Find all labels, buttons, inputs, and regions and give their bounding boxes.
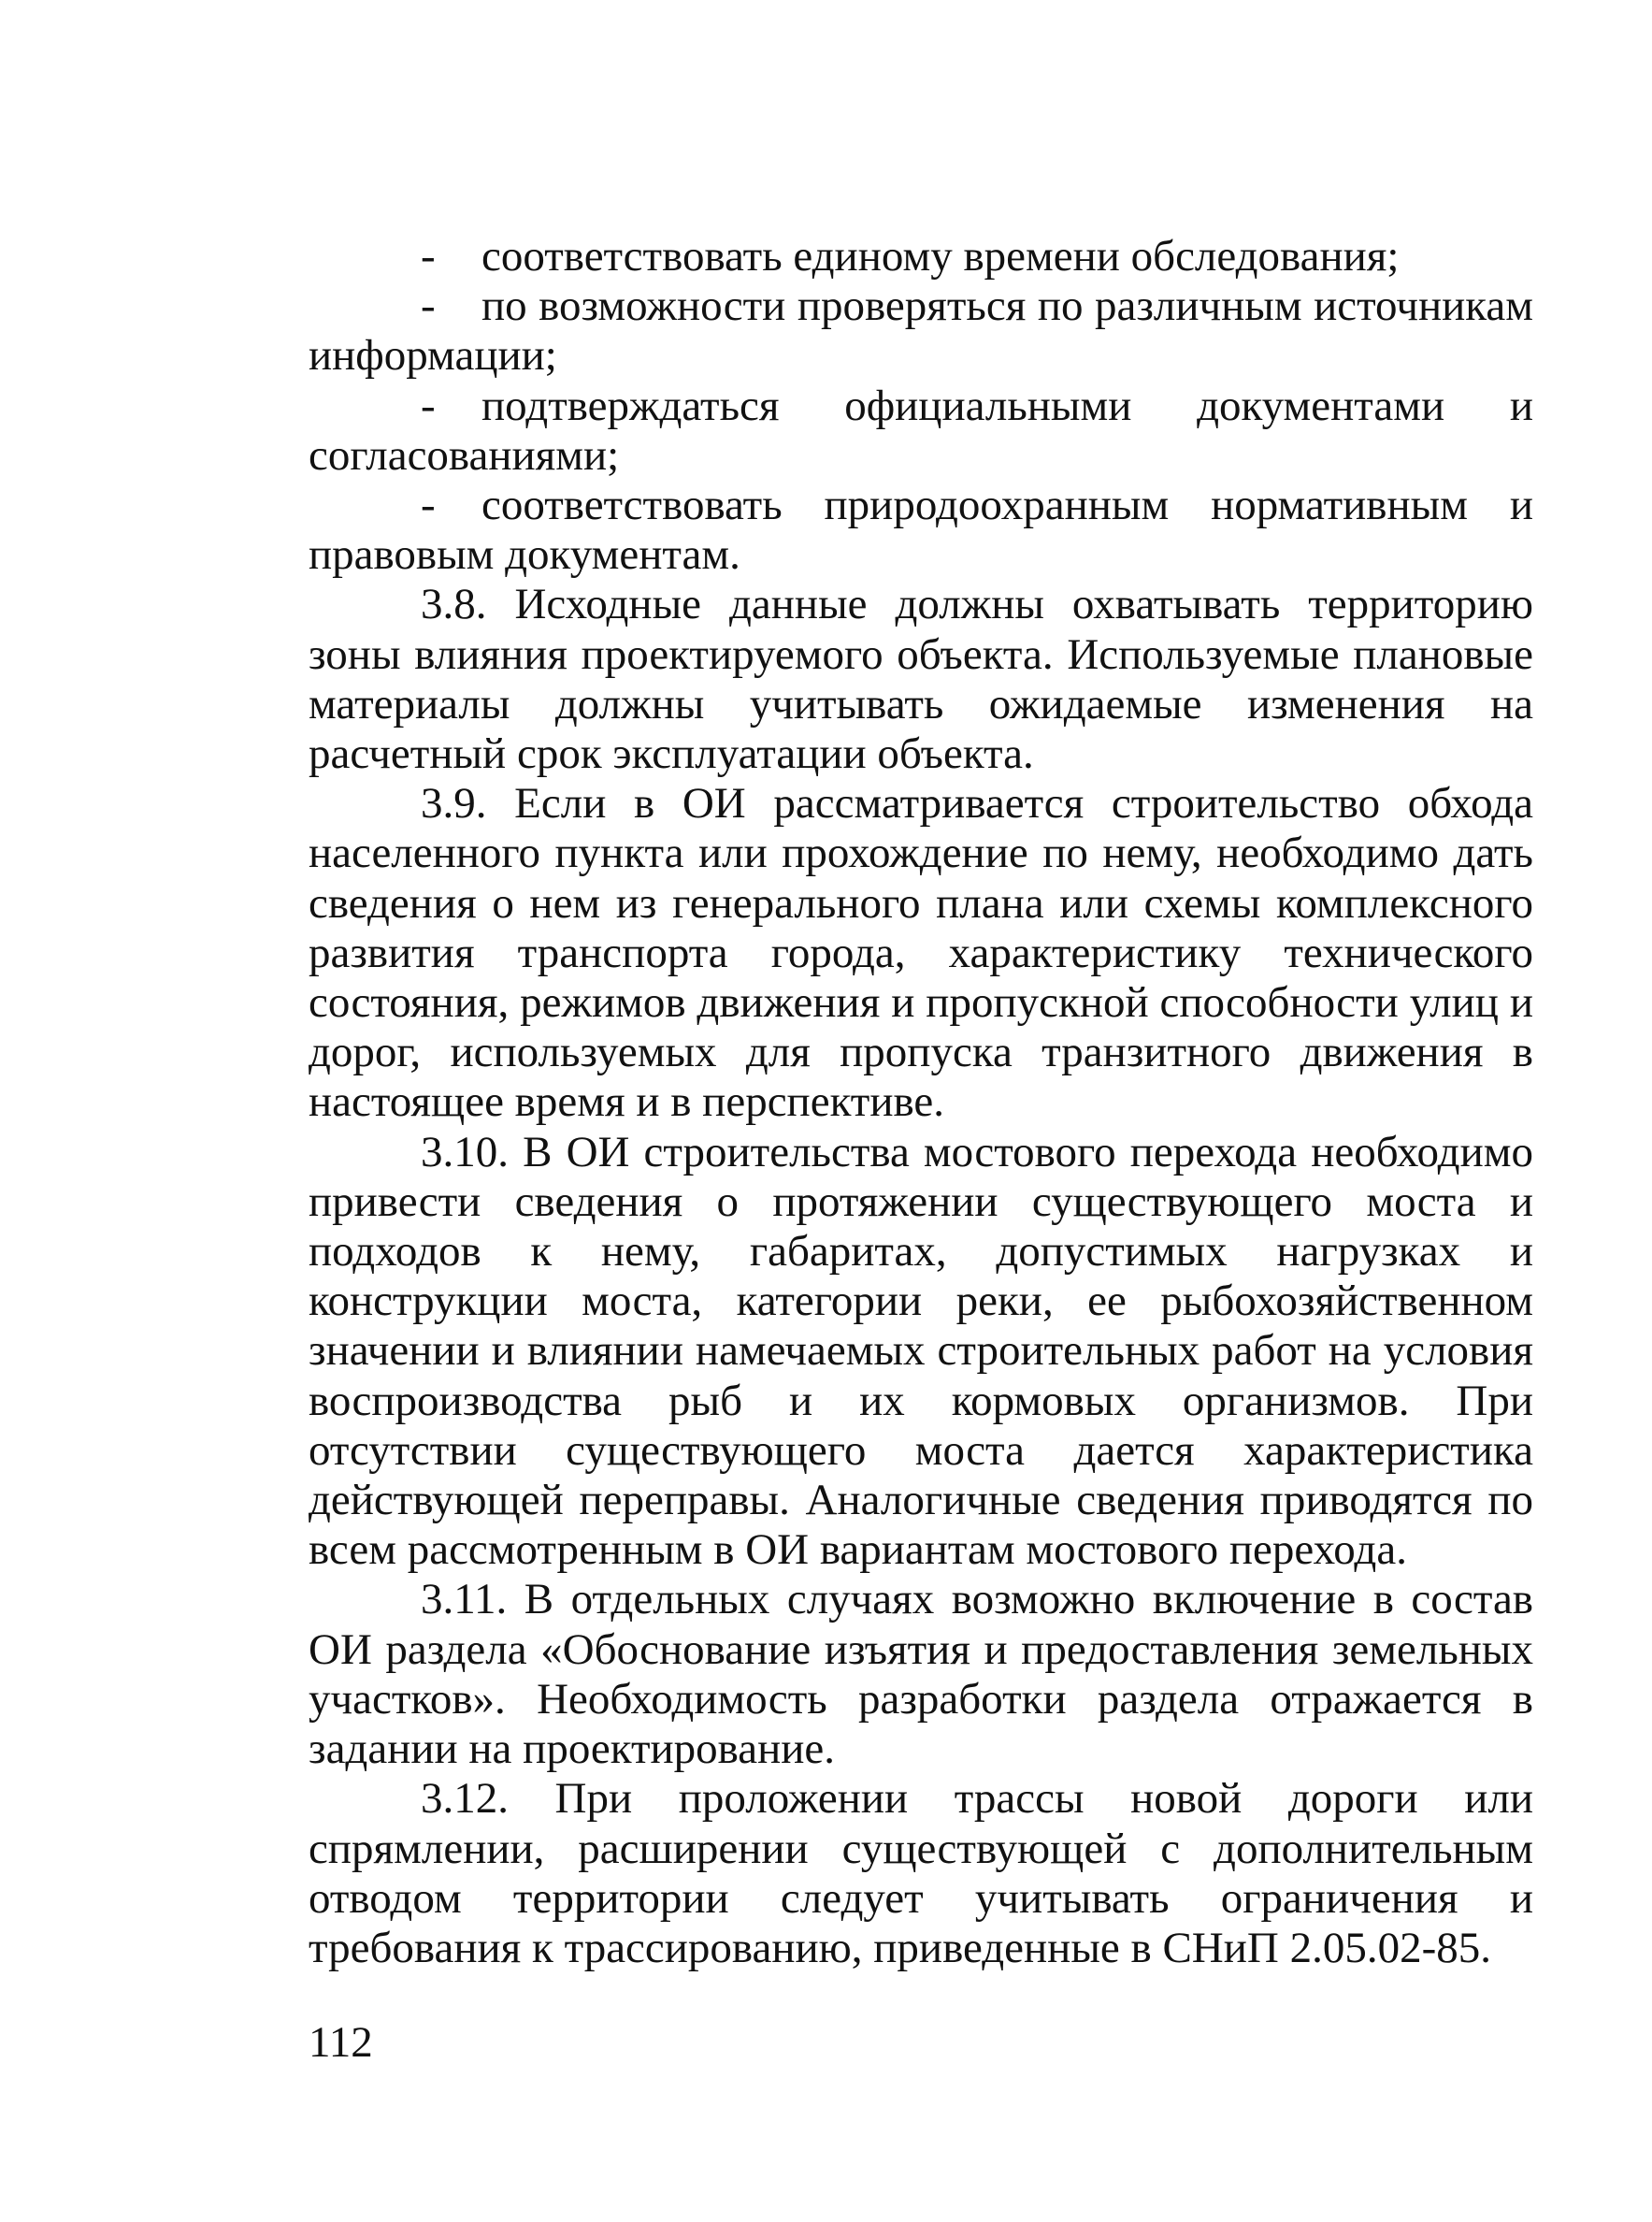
list-item: [309, 382, 1533, 481]
list-item-text: соответствовать природоохранным нормативным и правовым документам.: [309, 481, 1533, 580]
list-item: [309, 281, 1533, 381]
list-item: [309, 481, 1533, 580]
list-item-text: по возможности проверяться по различным источникам информации;: [309, 281, 1533, 381]
list-item: [309, 232, 1533, 281]
paragraph-3-11: 3.11. В отдельных случаях возможно включение в состав ОИ раздела «Обоснование изъятия и предоставления земельных участков». Необходимость разработки раздела отражается в задании на проектирование.: [309, 1575, 1533, 1774]
paragraph-3-12: 3.12. При проложении трассы новой дороги или спрямлении, расширении существующей с дополнительным отводом территории следует учитывать ограничения и требования к трассированию, приведенные в СНиП 2.05.02-85.: [309, 1774, 1533, 1972]
document-page: [309, 232, 1533, 1973]
list-item-text: соответствовать единому времени обследования;: [481, 232, 1400, 281]
list-dash: -: [421, 281, 436, 331]
list-dash: -: [421, 232, 436, 281]
paragraph-3-9: 3.9. Если в ОИ рассматривается строительство обхода населенного пункта или прохождение по нему, необходимо дать сведения о нем из генерального плана или схемы комплексного развития транспорта города, характеристику технического состояния, режимов движения и пропускной способности улиц и дорог, используемых для пропуска транзитного движения в настоящее время и в перспективе.: [309, 779, 1533, 1127]
paragraph-3-10: 3.10. В ОИ строительства мостового перехода необходимо привести сведения о протяжении существующего моста и подходов к нему, габаритах, допустимых нагрузках и конструкции моста, категории реки, ее рыбохозяйственном значении и влиянии намечаемых строительных работ на условия воспроизводства рыб и их кормовых организмов. При отсутствии существующего моста дается характеристика действующей переправы. Аналогичные сведения приводятся по всем рассмотренным в ОИ вариантам мостового перехода.: [309, 1127, 1533, 1575]
page-number: 112: [309, 2018, 373, 2067]
paragraph-3-8: 3.8. Исходные данные должны охватывать территорию зоны влияния проектируемого объекта. Используемые плановые материалы должны учитывать ожидаемые изменения на расчетный срок эксплуатации объекта.: [309, 580, 1533, 779]
list-dash: -: [421, 381, 436, 430]
list-dash: -: [421, 481, 436, 530]
list-item-text: подтверждаться официальными документами и согласованиями;: [309, 381, 1533, 480]
